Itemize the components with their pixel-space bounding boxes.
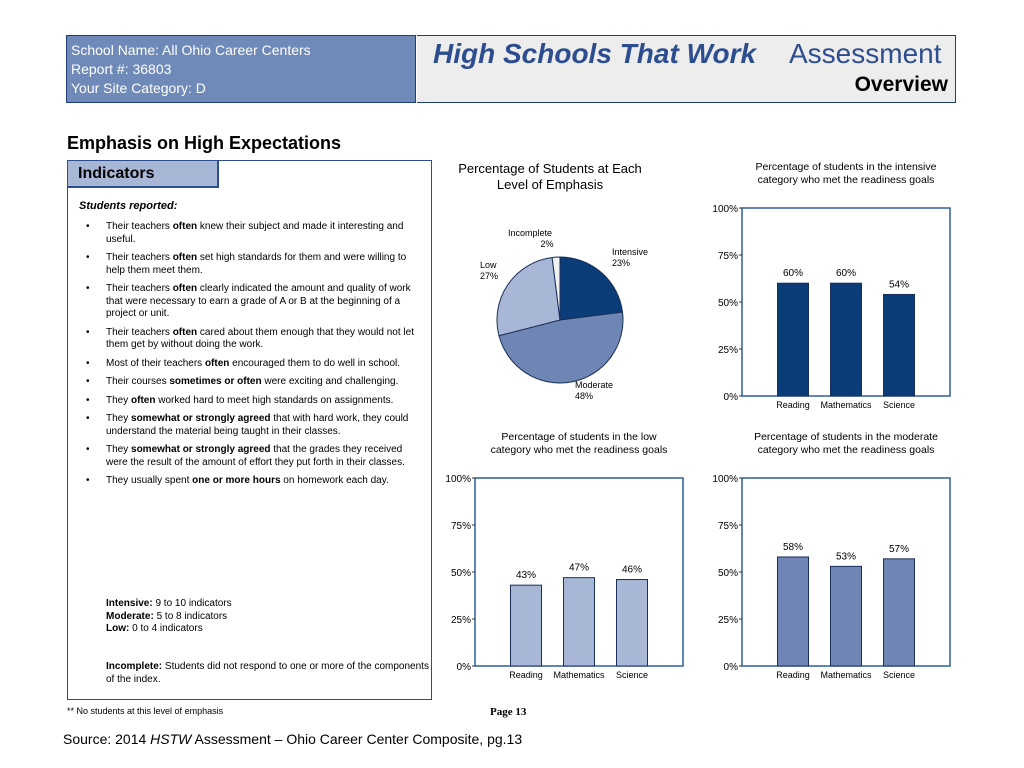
indicator-text: They [106, 444, 132, 455]
bar-value-label: 57% [888, 543, 910, 555]
incomplete-text: Students did not respond to one or more of the components of the index. [106, 661, 429, 685]
indicator-item [78, 475, 423, 488]
indicator-item [78, 395, 423, 408]
bar [778, 283, 809, 396]
program-title: High Schools That Work [433, 38, 757, 69]
bar-value-label: 46% [621, 564, 643, 576]
indicator-text: Their teachers [106, 221, 173, 232]
y-tick-label: 100% [445, 474, 471, 485]
indicator-text: Their teachers [106, 283, 173, 294]
bar-value-label: 47% [568, 562, 590, 574]
bar-value-label: 58% [782, 541, 804, 553]
report-number: Report #: 36803 [71, 61, 172, 77]
emphasis-level-range: 0 to 4 indicators [129, 623, 203, 634]
y-tick-label: 75% [717, 251, 738, 262]
indicator-text: often [172, 326, 198, 338]
indicator-text: set high standards for them and were willing to help them meet them. [106, 252, 407, 276]
source-citation [63, 731, 522, 747]
intensive-bar-chart [690, 155, 970, 415]
y-tick-label: 0% [456, 662, 471, 673]
page-number: Page 13 [490, 706, 527, 718]
incomplete-note [106, 661, 431, 686]
indicators-panel [67, 160, 432, 700]
indicator-text: somewhat or strongly agreed [131, 444, 271, 455]
indicator-text: often [131, 394, 156, 406]
y-tick-label: 0% [723, 662, 738, 673]
bar [884, 294, 915, 396]
indicator-item [78, 252, 423, 277]
source-prefix: Source: 2014 [63, 731, 151, 747]
indicator-text: encouraged them to do well in school. [229, 357, 401, 369]
bar [564, 578, 595, 666]
x-tick-label: Science [615, 670, 649, 680]
indicators-tab: Indicators [68, 161, 219, 188]
indicator-text: They [106, 413, 132, 424]
bar [617, 580, 648, 666]
indicator-text: often [172, 283, 198, 294]
y-tick-label: 75% [717, 521, 738, 532]
indicator-text: cared about them enough that they would not let them get by without doing the work. [106, 326, 414, 350]
indicator-text: that the grades they received were the result of the amount of effort they put forth in their classes. [106, 444, 405, 468]
bar-value-label: 60% [782, 268, 804, 280]
chart-title: category who met the readiness goals [757, 444, 935, 456]
section-title: Emphasis on High Expectations [67, 133, 342, 153]
indicator-text: one or more hours [192, 475, 281, 486]
indicator-text: They [106, 394, 132, 406]
indicator-text: sometimes or often [169, 376, 262, 387]
indicator-item [78, 221, 423, 246]
overview-subtitle: Overview [854, 73, 948, 96]
emphasis-level-label: Moderate: [106, 610, 154, 622]
slice-value-label: 27% [480, 271, 499, 281]
indicator-text: that with hard work, they could understand the material being taught in their classes. [106, 413, 409, 437]
y-tick-label: 25% [717, 615, 738, 626]
indicator-list [78, 221, 423, 494]
y-tick-label: 0% [723, 392, 738, 403]
bar-value-label: 54% [888, 279, 910, 291]
emphasis-level-row [106, 611, 232, 624]
indicator-text: Their teachers [106, 326, 173, 338]
indicator-text: clearly indicated the amount and quality of work that were necessary to earn a grade of A or B at the beginning of a project or unit. [106, 283, 411, 319]
y-tick-label: 100% [712, 474, 738, 485]
slice-value-label: 23% [612, 258, 631, 268]
bar [831, 283, 862, 396]
chart-title: Percentage of students in the moderate [754, 431, 938, 443]
report-info-panel [66, 35, 416, 103]
chart-title: Level of Emphasis [496, 177, 604, 192]
bar [884, 559, 915, 666]
report-title-panel [417, 35, 956, 103]
chart-title: Percentage of Students at Each [458, 161, 642, 176]
source-suffix: Assessment – Ohio Career Center Composite, pg.13 [191, 731, 523, 747]
slice-value-label: 2% [540, 239, 554, 249]
indicator-text: on homework each day. [280, 475, 389, 486]
school-name: School Name: All Ohio Career Centers [71, 42, 311, 58]
x-tick-label: Science [882, 670, 916, 680]
assessment-title: Assessment [789, 38, 942, 69]
slice-name-label: Moderate [575, 380, 614, 390]
x-tick-label: Reading [776, 670, 810, 680]
emphasis-level-range: 9 to 10 indicators [152, 598, 232, 609]
slice-name-label: Incomplete [507, 228, 553, 238]
emphasis-level-range: 5 to 8 indicators [153, 610, 228, 622]
indicator-item [78, 327, 423, 352]
y-tick-label: 75% [450, 521, 471, 532]
slice-name-label: Intensive [612, 247, 649, 257]
indicator-text: often [172, 252, 198, 263]
indicator-text: knew their subject and made it interesting and useful. [106, 221, 404, 245]
indicator-text: somewhat or strongly agreed [131, 413, 271, 424]
bar [831, 566, 862, 666]
bar [778, 557, 809, 666]
emphasis-pie-chart [432, 155, 682, 405]
y-tick-label: 100% [712, 204, 738, 215]
bar [511, 585, 542, 666]
source-italic: HSTW [150, 731, 192, 747]
indicator-text: worked hard to meet high standards on assignments. [155, 394, 394, 406]
x-tick-label: Reading [509, 670, 543, 680]
indicator-text: often [204, 357, 230, 369]
emphasis-level-row [106, 623, 232, 636]
moderate-bar-chart [690, 425, 970, 685]
x-tick-label: Mathematics [553, 670, 605, 680]
y-tick-label: 25% [450, 615, 471, 626]
indicator-item [78, 376, 423, 389]
y-tick-label: 50% [450, 568, 471, 579]
bar-value-label: 53% [835, 551, 857, 563]
indicator-item [78, 444, 423, 469]
chart-title: category who met the readiness goals [757, 174, 935, 186]
chart-title: category who met the readiness goals [490, 444, 668, 456]
low-bar-chart [432, 425, 692, 685]
indicator-item [78, 283, 423, 321]
indicator-text: Most of their teachers [106, 357, 205, 369]
slice-name-label: Low [480, 260, 497, 270]
x-tick-label: Reading [776, 400, 810, 410]
emphasis-level-label: Low: [106, 623, 130, 634]
y-tick-label: 50% [717, 568, 738, 579]
emphasis-levels-legend [106, 598, 232, 636]
x-tick-label: Mathematics [820, 670, 872, 680]
indicator-text: They usually spent [106, 475, 193, 486]
incomplete-label: Incomplete: [106, 661, 163, 672]
chart-title: Percentage of students in the low [501, 431, 657, 443]
indicator-item [78, 358, 423, 371]
bar-value-label: 60% [835, 268, 857, 280]
y-tick-label: 50% [717, 298, 738, 309]
indicator-item [78, 413, 423, 438]
indicator-text: were exciting and challenging. [261, 376, 399, 387]
slice-value-label: 48% [575, 391, 594, 401]
bar-value-label: 43% [515, 570, 537, 582]
indicator-text: Their courses [106, 376, 170, 387]
indicator-text: often [172, 221, 198, 232]
indicator-text: Their teachers [106, 252, 173, 263]
emphasis-level-row [106, 598, 232, 611]
site-category: Your Site Category: D [71, 80, 206, 96]
chart-title: Percentage of students in the intensive [755, 161, 937, 173]
y-tick-label: 25% [717, 345, 738, 356]
footnote: ** No students at this level of emphasis [67, 706, 224, 716]
x-tick-label: Mathematics [820, 400, 872, 410]
x-tick-label: Science [882, 400, 916, 410]
students-reported-label: Students reported: [79, 200, 178, 212]
emphasis-level-label: Intensive: [106, 598, 153, 609]
